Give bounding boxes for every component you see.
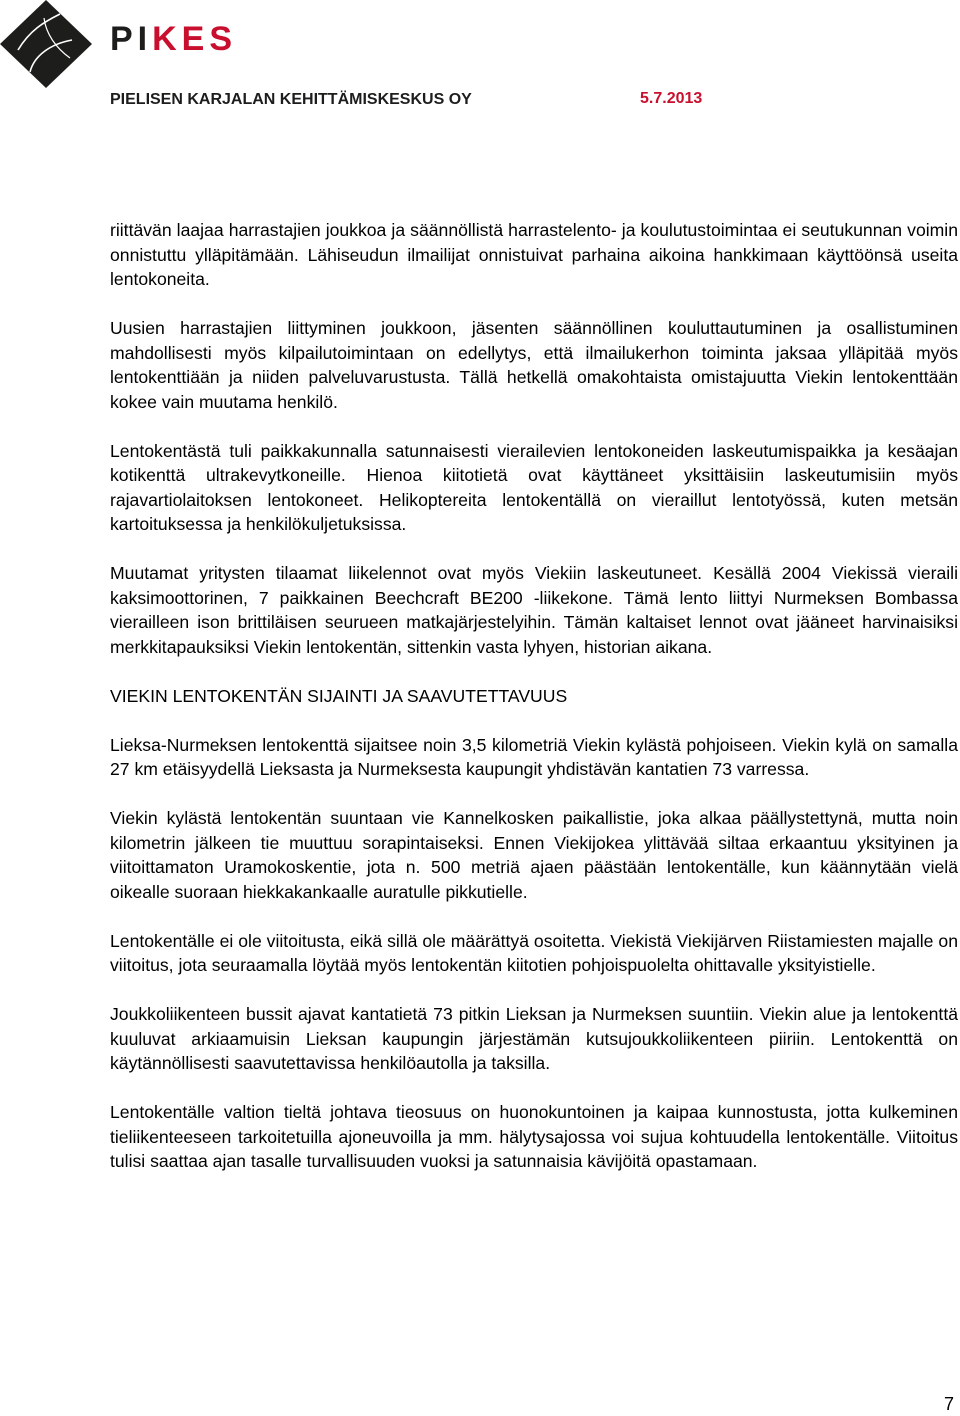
section-paragraph: Lentokentälle valtion tieltä johtava tieosuus on huonokuntoinen ja kaipaa kunnostusta, jotta kulkeminen tieliikenteeseen tarkoitetuilla ajoneuvoilla ja mm. hälytysajossa voi sujua kohtuudella lentokentälle. Viitoitus tulisi saattaa ajan tasalle turvallisuuden vuoksi ja satunnaisia kävijöitä opastamaan. — [110, 1102, 958, 1171]
body-paragraph: Uusien harrastajien liittyminen joukkoon, jäsenten säännöllinen kouluttautuminen ja osallistuminen mahdollisesti myös kilpailutoimintaan on edellytys, että ilmailukerhon toiminta jaksaa ylläpitää myös lentokenttiään ja niiden palveluvarustusta. Tällä hetkellä omakohtaista omistajuutta Viekin lentokenttään kokee vain muutama henkilö. — [110, 318, 958, 412]
page-number: 7 — [943, 1394, 954, 1414]
section-paragraph: Lieksa-Nurmeksen lentokenttä sijaitsee noin 3,5 kilometriä Viekin kylästä pohjoiseen. Viekin kylä on samalla 27 km etäisyydellä Lieksasta ja Nurmeksesta kaupungit yhdistävän kantatien 73 varressa. — [110, 734, 958, 779]
document-date: 5.7.2013 — [640, 90, 703, 107]
section-paragraph: Lentokentälle ei ole viitoitusta, eikä sillä ole määrättyä osoitetta. Viekistä Viekijärven Riistamiesten majalle on viitoitus, jota seuraamalla löytää myös lentokentän kiitotien pohjoispuolelta ohittavalle yksityistielle. — [110, 930, 958, 975]
pikes-logo-icon — [0, 0, 92, 88]
document-body — [110, 218, 958, 1198]
body-paragraph: riittävän laajaa harrastajien joukkoa ja säännöllistä harrastelento- ja koulutustoimintaa ei seutukunnan voimin onnistuttu ylläpitämään. Lähiseudun ilmailijat onnistuivat parhaina aikoina hankkimaan käyttöönsä useita lentokoneita. — [110, 220, 958, 289]
body-paragraph: Lentokentästä tuli paikkakunnalla satunnaisesti vierailevien lentokoneiden laskeutumispaikka ja kesäajan kotikenttä ultrakevytkoneille. Hienoa kiitotietä ovat käyttäneet yksittäisiin laskeutumisiin myös rajavartiolaitoksen lentokoneet. Helikoptereita lentokentällä on vieraillut lentotyössä, kuten metsän kartoituksessa ja henkilökuljetuksissa. — [110, 440, 958, 534]
brand-accent-text: KES — [152, 20, 238, 58]
brand-main-text: PI — [110, 20, 153, 58]
section-heading: VIEKIN LENTOKENTÄN SIJAINTI JA SAAVUTETTAVUUS — [110, 685, 568, 706]
company-name: PIELISEN KARJALAN KEHITTÄMISKESKUS OY — [110, 91, 472, 108]
section-paragraph: Viekin kylästä lentokentän suuntaan vie Kannelkosken paikallistie, joka alkaa päällystettynä, mutta noin kilometrin jälkeen tie muuttuu sorapintaiseksi. Ennen Viekijokea ylittävää siltaa erkaantuu yksityinen ja viitoittamaton Uramokoskentie, jota n. 500 metriä ajaen päästään lentokentälle, kun käännytään vielä oikealle suoraan hiekkakankaalle auratulle pikkutielle. — [110, 808, 958, 902]
brand-logo-text — [110, 22, 237, 56]
section-paragraph: Joukkoliikenteen bussit ajavat kantatietä 73 pitkin Lieksan ja Nurmeksen suuntiin. Viekin alue ja lentokenttä kuuluvat arkiaamuisin Lieksan kaupungin järjestämän kutsujoukkoliikenteen piiriin. Lentokenttä on käytännöllisesti saavutettavissa henkilöautolla ja taksilla. — [110, 1004, 958, 1073]
body-paragraph: Muutamat yritysten tilaamat liikelennot ovat myös Viekiin laskeutuneet. Kesällä 2004 Viekissä vieraili kaksimoottorinen, 7 paikkainen Beechcraft BE200 -liikekone. Tämä lento liittyi Nurmeksen Bombassa vierailleen ison brittiläisen seurueen matkajärjestelyihin. Tämän kaltaiset lennot ovat jääneet harvinaisiksi merkkitapauksiksi Viekin lentokentän, sittenkin vasta lyhyen, historian aikana. — [110, 563, 958, 657]
